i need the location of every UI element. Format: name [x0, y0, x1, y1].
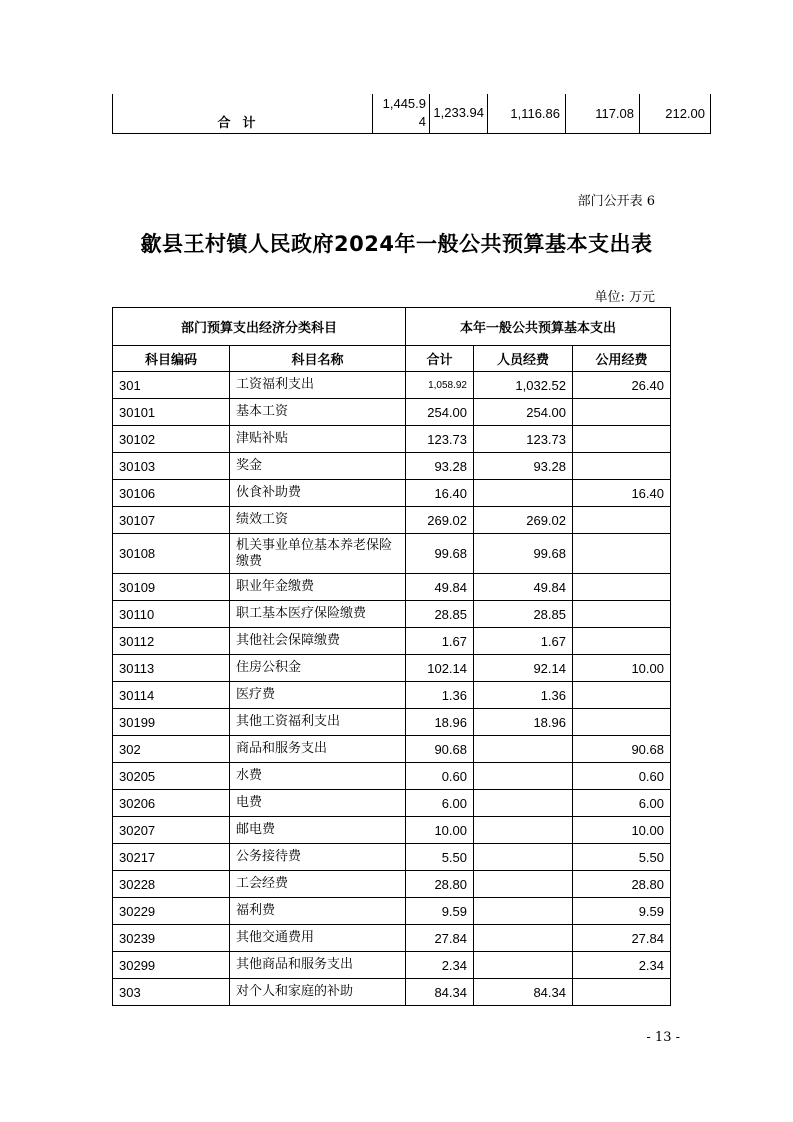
- row-total: 1,058.92: [406, 372, 474, 399]
- row-total: 10.00: [406, 817, 474, 844]
- total-value: 1,116.86: [488, 94, 566, 133]
- header-group-right: 本年一般公共预算基本支出: [406, 308, 671, 346]
- row-total: 254.00: [406, 399, 474, 426]
- table-row: [113, 871, 671, 898]
- row-code: 30299: [113, 952, 230, 979]
- row-public: 28.80: [573, 871, 671, 898]
- row-personnel: 1.36: [474, 682, 573, 709]
- row-personnel: 99.68: [474, 534, 573, 574]
- row-name: 职业年金缴费: [230, 574, 406, 601]
- row-name: 工会经费: [230, 871, 406, 898]
- row-personnel: [474, 736, 573, 763]
- row-name: 医疗费: [230, 682, 406, 709]
- table-row: [113, 763, 671, 790]
- row-public: 6.00: [573, 790, 671, 817]
- header-name: 科目名称: [230, 346, 406, 372]
- table-row: [113, 480, 671, 507]
- header-personnel: 人员经费: [474, 346, 573, 372]
- row-total: 123.73: [406, 426, 474, 453]
- row-code: 30112: [113, 628, 230, 655]
- row-name: 奖金: [230, 453, 406, 480]
- row-name: 基本工资: [230, 399, 406, 426]
- row-name: 其他交通费用: [230, 925, 406, 952]
- row-public: 10.00: [573, 817, 671, 844]
- table-row: [113, 790, 671, 817]
- row-total: 0.60: [406, 763, 474, 790]
- row-code: 30106: [113, 480, 230, 507]
- row-total: 6.00: [406, 790, 474, 817]
- header-public: 公用经费: [573, 346, 671, 372]
- row-name: 邮电费: [230, 817, 406, 844]
- row-code: 303: [113, 979, 230, 1006]
- row-name: 其他商品和服务支出: [230, 952, 406, 979]
- total-value: 1,445.94: [373, 94, 430, 133]
- row-public: [573, 601, 671, 628]
- row-personnel: [474, 817, 573, 844]
- row-public: [573, 709, 671, 736]
- table-row: [113, 453, 671, 480]
- row-total: 84.34: [406, 979, 474, 1006]
- row-personnel: 49.84: [474, 574, 573, 601]
- row-name: 福利费: [230, 898, 406, 925]
- header-column-row: [113, 346, 671, 372]
- row-public: 27.84: [573, 925, 671, 952]
- row-personnel: 1.67: [474, 628, 573, 655]
- row-code: 30101: [113, 399, 230, 426]
- row-total: 269.02: [406, 507, 474, 534]
- row-code: 30199: [113, 709, 230, 736]
- row-name: 公务接待费: [230, 844, 406, 871]
- row-total: 28.80: [406, 871, 474, 898]
- row-personnel: 84.34: [474, 979, 573, 1006]
- row-total: 5.50: [406, 844, 474, 871]
- row-public: 2.34: [573, 952, 671, 979]
- table-row: [113, 628, 671, 655]
- row-public: [573, 534, 671, 574]
- row-public: [573, 628, 671, 655]
- row-name: 职工基本医疗保险缴费: [230, 601, 406, 628]
- table-row: [113, 952, 671, 979]
- row-name: 其他工资福利支出: [230, 709, 406, 736]
- row-personnel: [474, 480, 573, 507]
- row-code: 30108: [113, 534, 230, 574]
- row-personnel: [474, 763, 573, 790]
- row-name: 商品和服务支出: [230, 736, 406, 763]
- row-code: 30107: [113, 507, 230, 534]
- row-code: 302: [113, 736, 230, 763]
- row-public: 16.40: [573, 480, 671, 507]
- row-personnel: 269.02: [474, 507, 573, 534]
- table-row: [113, 736, 671, 763]
- header-total: 合计: [406, 346, 474, 372]
- row-total: 9.59: [406, 898, 474, 925]
- row-public: [573, 453, 671, 480]
- row-code: 30114: [113, 682, 230, 709]
- total-value: 117.08: [566, 94, 640, 133]
- row-public: [573, 399, 671, 426]
- row-total: 2.34: [406, 952, 474, 979]
- table-row: [113, 925, 671, 952]
- header-group-row: [113, 308, 671, 346]
- total-value: 1,233.94: [430, 94, 488, 133]
- header-code: 科目编码: [113, 346, 230, 372]
- row-personnel: 93.28: [474, 453, 573, 480]
- row-total: 49.84: [406, 574, 474, 601]
- previous-table-total-row: [112, 94, 711, 134]
- table-row: [113, 399, 671, 426]
- table-body: [113, 372, 671, 1006]
- page-title: 歙县王村镇人民政府2024年一般公共预算基本支出表: [140, 232, 653, 256]
- row-code: 30228: [113, 871, 230, 898]
- page-number: - 13 -: [646, 1030, 680, 1045]
- table-row: [113, 426, 671, 453]
- row-total: 16.40: [406, 480, 474, 507]
- row-name: 对个人和家庭的补助: [230, 979, 406, 1006]
- table-row: [113, 844, 671, 871]
- table-row: [113, 709, 671, 736]
- row-name: 水费: [230, 763, 406, 790]
- row-personnel: [474, 952, 573, 979]
- row-code: 30109: [113, 574, 230, 601]
- row-total: 28.85: [406, 601, 474, 628]
- row-code: 30239: [113, 925, 230, 952]
- table-row: [113, 574, 671, 601]
- row-code: 30102: [113, 426, 230, 453]
- row-personnel: 254.00: [474, 399, 573, 426]
- row-total: 1.67: [406, 628, 474, 655]
- row-name: 绩效工资: [230, 507, 406, 534]
- row-code: 301: [113, 372, 230, 399]
- total-label: 合计: [113, 94, 373, 133]
- row-public: [573, 979, 671, 1006]
- row-name: 伙食补助费: [230, 480, 406, 507]
- row-total: 90.68: [406, 736, 474, 763]
- row-code: 30229: [113, 898, 230, 925]
- row-personnel: [474, 790, 573, 817]
- row-public: [573, 507, 671, 534]
- table-row: [113, 898, 671, 925]
- header-group-left: 部门预算支出经济分类科目: [113, 308, 406, 346]
- row-name: 工资福利支出: [230, 372, 406, 399]
- row-name: 津贴补贴: [230, 426, 406, 453]
- row-personnel: [474, 898, 573, 925]
- row-personnel: [474, 871, 573, 898]
- row-code: 30206: [113, 790, 230, 817]
- table-row: [113, 682, 671, 709]
- row-public: [573, 426, 671, 453]
- row-name: 住房公积金: [230, 655, 406, 682]
- table-row: [113, 979, 671, 1006]
- row-public: [573, 682, 671, 709]
- row-public: 0.60: [573, 763, 671, 790]
- row-public: [573, 574, 671, 601]
- row-total: 1.36: [406, 682, 474, 709]
- row-total: 27.84: [406, 925, 474, 952]
- row-code: 30217: [113, 844, 230, 871]
- row-personnel: 28.85: [474, 601, 573, 628]
- budget-table: [112, 307, 671, 1006]
- row-public: 5.50: [573, 844, 671, 871]
- row-code: 30207: [113, 817, 230, 844]
- row-personnel: [474, 925, 573, 952]
- row-code: 30205: [113, 763, 230, 790]
- row-personnel: 1,032.52: [474, 372, 573, 399]
- table-row: [113, 817, 671, 844]
- table-number: 部门公开表 6: [577, 194, 655, 209]
- table-row: [113, 534, 671, 574]
- unit-label: 单位: 万元: [594, 290, 655, 305]
- row-name: 电费: [230, 790, 406, 817]
- table-row: [113, 372, 671, 399]
- row-code: 30103: [113, 453, 230, 480]
- row-name: 其他社会保障缴费: [230, 628, 406, 655]
- row-personnel: 18.96: [474, 709, 573, 736]
- row-total: 93.28: [406, 453, 474, 480]
- row-total: 18.96: [406, 709, 474, 736]
- row-code: 30110: [113, 601, 230, 628]
- table-row: [113, 655, 671, 682]
- row-name: 机关事业单位基本养老保险缴费: [230, 534, 406, 574]
- row-personnel: [474, 844, 573, 871]
- total-value: 212.00: [640, 94, 711, 133]
- row-total: 99.68: [406, 534, 474, 574]
- table-row: [113, 601, 671, 628]
- row-public: 9.59: [573, 898, 671, 925]
- row-public: 90.68: [573, 736, 671, 763]
- row-public: 10.00: [573, 655, 671, 682]
- row-code: 30113: [113, 655, 230, 682]
- table-row: [113, 507, 671, 534]
- row-total: 102.14: [406, 655, 474, 682]
- row-public: 26.40: [573, 372, 671, 399]
- row-personnel: 123.73: [474, 426, 573, 453]
- row-personnel: 92.14: [474, 655, 573, 682]
